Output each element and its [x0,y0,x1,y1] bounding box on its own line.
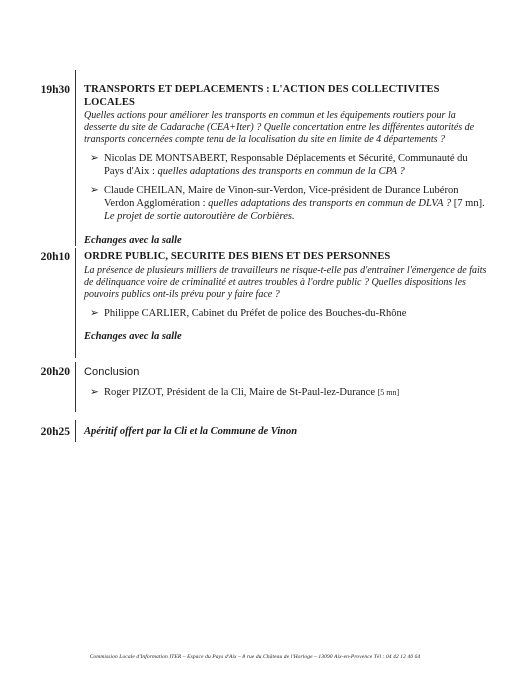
page-footer: Commission Locale d'Information ITER – Espace du Pays d'Aix – 8 rue du Château de l'Horloge – 13090 Aix-en-Provence Tél : 04 42 12 40 64 [89,654,421,660]
section-question: Quelles actions pour améliorer les transports en commun et les équipements routiers pour la desserte du site de Cadarache (CEA+Iter) ? Quelle concertation entre les différentes autorités de transports concernées compte tenu de la localisation du site en limite de 4 départements ? [84,110,475,145]
arrow-bullet-icon: ➢ [90,307,99,319]
section-content [84,251,489,343]
speaker-item: ➢ Nicolas DE MONTSABERT, Responsable Déplacements et Sécurité, Communauté du Pays d'Aix : quelles adaptations des transports en commun de la CPA ? [90,153,468,177]
section-content [84,426,489,439]
timeline-rule-3 [75,362,76,412]
arrow-bullet-icon: ➢ [90,153,99,164]
echanges-label: Echanges avec la salle [84,235,182,246]
section-title: Conclusion [84,366,140,378]
arrow-bullet-icon: ➢ [90,386,99,398]
timeline-rule-1 [75,70,76,246]
timeline-rule-2 [75,248,76,358]
echanges-label: Echanges avec la salle [84,330,182,342]
speaker-item: ➢ Roger PIZOT, Président de la Cli, Maire de St-Paul-lez-Durance [5 mn] [90,386,400,398]
section-content [84,84,489,248]
section-title: TRANSPORTS ET DEPLACEMENTS : L'ACTION DES COLLECTIVITES LOCALES [84,84,440,108]
timeline-rule-4 [75,420,76,442]
section-time: 20h20 [40,366,70,378]
section-question: La présence de plusieurs milliers de travailleurs ne risque-t-elle pas d'entraîner l'émergence de faits de délinquance voire de criminalité et autres troubles à l'ordre public ? Quelles dispositions les pouvoirs publics ont-ils prévu pour y faire face ? [84,264,487,300]
arrow-bullet-icon: ➢ [90,185,99,196]
section-title: ORDRE PUBLIC, SECURITE DES BIENS ET DES PERSONNES [84,251,391,262]
section-title: Apéritif offert par la Cli et la Commune de Vinon [84,426,298,437]
section-time: 20h25 [40,426,70,438]
section-content [84,366,489,399]
speaker-item: ➢ Philippe CARLIER, Cabinet du Préfet de police des Bouches-du-Rhône [90,307,407,319]
section-time: 19h30 [40,84,70,96]
section-time: 20h10 [40,251,70,263]
speaker-item: ➢ Claude CHEILAN, Maire de Vinon-sur-Verdon, Vice-président de Durance Lubéron Verdon Agglomération : quelles adaptations des transports en commun de DLVA ? [7 mn]. Le projet de sortie autoroutière de Corbières. [90,185,485,222]
